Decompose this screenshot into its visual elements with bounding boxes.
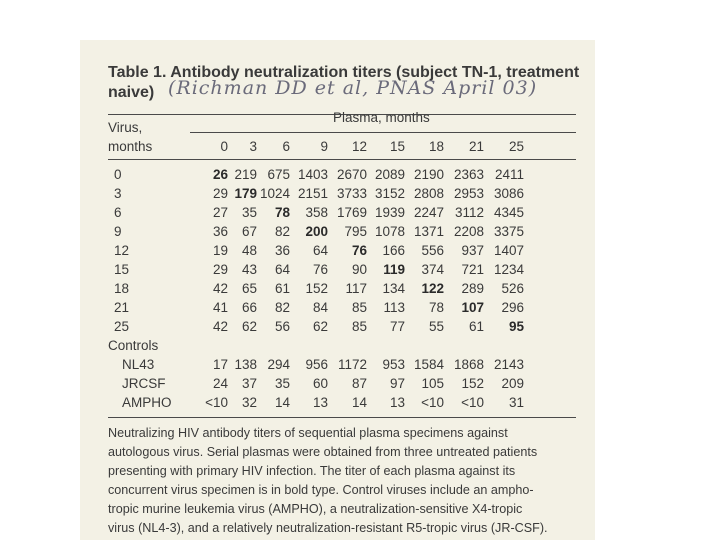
table-cell: 4345 xyxy=(493,205,524,220)
column-header: 6 xyxy=(282,139,290,154)
table-cell: 1403 xyxy=(297,167,328,182)
control-row-label: JRCSF xyxy=(122,376,166,391)
control-row-label: AMPHO xyxy=(122,395,172,410)
table-cell: 1371 xyxy=(413,224,444,239)
table-cell: 1939 xyxy=(374,205,405,220)
row-label: 25 xyxy=(114,319,130,334)
table-cell: 2190 xyxy=(413,167,444,182)
table-cell: 138 xyxy=(234,357,257,372)
row-label: 3 xyxy=(114,186,122,201)
caption-line: virus (NL4-3), and a relatively neutralization-resistant R5-tropic virus (JR-CSF). xyxy=(108,521,548,535)
table-bottom-rule xyxy=(108,417,576,418)
row-label: 21 xyxy=(114,300,130,315)
table-cell: 14 xyxy=(351,395,367,410)
table-cell: 19 xyxy=(212,243,228,258)
table-cell: 721 xyxy=(461,262,484,277)
table-cell: 374 xyxy=(421,262,444,277)
table-cell: 2089 xyxy=(374,167,405,182)
table-cell: 85 xyxy=(351,300,367,315)
table-cell: 17 xyxy=(212,357,228,372)
table-cell: 56 xyxy=(274,319,290,334)
plasma-header-rule xyxy=(190,132,576,133)
table-cell: 166 xyxy=(382,243,405,258)
table-cell: 675 xyxy=(267,167,290,182)
table-cell: 179 xyxy=(234,186,257,201)
table-cell: 296 xyxy=(501,300,524,315)
table-cell: 2208 xyxy=(453,224,484,239)
column-header: 12 xyxy=(351,139,367,154)
row-label: 0 xyxy=(114,167,122,182)
table-cell: 95 xyxy=(508,319,524,334)
table-cell: 36 xyxy=(212,224,228,239)
table-cell: <10 xyxy=(421,395,444,410)
table-cell: 43 xyxy=(241,262,257,277)
column-header: 3 xyxy=(249,139,257,154)
table-cell: 42 xyxy=(212,281,228,296)
row-label: 12 xyxy=(114,243,130,258)
table-cell: 29 xyxy=(212,262,228,277)
table-cell: 3086 xyxy=(493,186,524,201)
table-cell: 1769 xyxy=(336,205,367,220)
table-cell: 42 xyxy=(212,319,228,334)
table-cell: 134 xyxy=(382,281,405,296)
table-cell: 556 xyxy=(421,243,444,258)
column-header: 25 xyxy=(508,139,524,154)
table-title-line-1: Table 1. Antibody neutralization titers (subject TN-1, treatment xyxy=(108,64,580,81)
table-cell: 64 xyxy=(274,262,290,277)
table-cell: 289 xyxy=(461,281,484,296)
table-cell: 152 xyxy=(305,281,328,296)
table-cell: 956 xyxy=(305,357,328,372)
table-cell: 32 xyxy=(241,395,257,410)
table-cell: 41 xyxy=(212,300,228,315)
caption-line: presenting with primary HIV infection. The titer of each plasma against its xyxy=(108,464,516,478)
table-cell: 3375 xyxy=(493,224,524,239)
table-cell: 62 xyxy=(312,319,328,334)
table-cell: 2151 xyxy=(297,186,328,201)
table-cell: 1407 xyxy=(493,243,524,258)
table-cell: 1078 xyxy=(374,224,405,239)
table-cell: 26 xyxy=(212,167,228,182)
table-cell: 13 xyxy=(389,395,405,410)
table-cell: 1868 xyxy=(453,357,484,372)
table-cell: 64 xyxy=(312,243,328,258)
table-cell: 65 xyxy=(241,281,257,296)
table-cell: 82 xyxy=(274,224,290,239)
table-cell: 1584 xyxy=(413,357,444,372)
plasma-header: Plasma, months xyxy=(333,110,430,125)
table-cell: 3112 xyxy=(454,205,484,220)
table-caption xyxy=(108,424,588,538)
row-header-line-1: Virus, xyxy=(108,120,143,135)
table-cell: 84 xyxy=(312,300,328,315)
table-cell: 36 xyxy=(274,243,290,258)
table-cell: 90 xyxy=(351,262,367,277)
table-cell: <10 xyxy=(461,395,484,410)
header-bottom-rule xyxy=(108,159,576,160)
table-cell: 76 xyxy=(312,262,328,277)
row-header-line-2: months xyxy=(108,139,153,154)
column-header: 9 xyxy=(320,139,328,154)
column-header: 15 xyxy=(389,139,405,154)
table-cell: 62 xyxy=(241,319,257,334)
table-cell: 526 xyxy=(501,281,524,296)
table-cell: 24 xyxy=(212,376,228,391)
table-cell: 795 xyxy=(344,224,367,239)
caption-line: concurrent virus specimen is in bold type. Control viruses include an ampho- xyxy=(108,483,534,497)
table-cell: 78 xyxy=(274,205,290,220)
table-cell: 67 xyxy=(241,224,257,239)
table-cell: 13 xyxy=(312,395,328,410)
table-cell: 1024 xyxy=(259,186,290,201)
table-cell: 294 xyxy=(267,357,290,372)
column-header: 18 xyxy=(428,139,444,154)
table-cell: 61 xyxy=(274,281,290,296)
table-cell: 35 xyxy=(274,376,290,391)
table-cell: 2808 xyxy=(413,186,444,201)
column-header: 0 xyxy=(220,139,228,154)
table-cell: 113 xyxy=(383,300,405,315)
table-cell: 37 xyxy=(241,376,257,391)
table-cell: 85 xyxy=(351,319,367,334)
table-title-line-2: naive) xyxy=(108,84,155,101)
table-cell: 31 xyxy=(508,395,524,410)
caption-line: Neutralizing HIV antibody titers of sequential plasma specimens against xyxy=(108,426,508,440)
table-cell: 3152 xyxy=(374,186,405,201)
table-cell: 78 xyxy=(428,300,444,315)
caption-line: tropic murine leukemia virus (AMPHO), a neutralization-sensitive X4-tropic xyxy=(108,502,523,516)
control-row-label: NL43 xyxy=(122,357,155,372)
handwritten-citation: (Richman DD et al, PNAS April 03) xyxy=(168,77,538,99)
table-cell: 48 xyxy=(241,243,257,258)
table-cell: 35 xyxy=(241,205,257,220)
table-cell: 200 xyxy=(305,224,328,239)
table-cell: 76 xyxy=(351,243,367,258)
table-cell: 1234 xyxy=(493,262,524,277)
row-label: 18 xyxy=(114,281,130,296)
table-cell: 60 xyxy=(312,376,328,391)
table-cell: 66 xyxy=(241,300,257,315)
table-cell: 3733 xyxy=(336,186,367,201)
table-cell: 97 xyxy=(389,376,405,391)
table-cell: 2953 xyxy=(453,186,484,201)
table-cell: 87 xyxy=(351,376,367,391)
table-cell: 82 xyxy=(274,300,290,315)
table-cell: 27 xyxy=(212,205,228,220)
table-cell: 29 xyxy=(212,186,228,201)
table-cell: 937 xyxy=(461,243,484,258)
table-cell: 2670 xyxy=(336,167,367,182)
table-cell: 107 xyxy=(461,300,484,315)
table-cell: 2363 xyxy=(453,167,484,182)
table-cell: 122 xyxy=(421,281,444,296)
row-label: 15 xyxy=(114,262,130,277)
table-cell: 2411 xyxy=(494,167,524,182)
table-cell: 953 xyxy=(382,357,405,372)
table-cell: 14 xyxy=(274,395,290,410)
table-cell: 117 xyxy=(345,281,367,296)
controls-label: Controls xyxy=(108,338,159,353)
scanned-document xyxy=(80,40,595,540)
table-cell: 152 xyxy=(461,376,484,391)
table-cell: 2143 xyxy=(493,357,524,372)
table-cell: 1172 xyxy=(337,357,367,372)
table-cell: 77 xyxy=(389,319,405,334)
table-cell: 119 xyxy=(383,262,405,277)
column-header: 21 xyxy=(468,139,484,154)
table-cell: 61 xyxy=(468,319,484,334)
table-cell: 55 xyxy=(428,319,444,334)
row-label: 6 xyxy=(114,205,122,220)
row-label: 9 xyxy=(114,224,122,239)
table-cell: 105 xyxy=(421,376,444,391)
table-cell: 358 xyxy=(305,205,328,220)
table-cell: 209 xyxy=(501,376,524,391)
table-cell: <10 xyxy=(205,395,228,410)
caption-line: autologous virus. Serial plasmas were obtained from three untreated patients xyxy=(108,445,538,459)
table-cell: 2247 xyxy=(413,205,444,220)
table-cell: 219 xyxy=(234,167,257,182)
